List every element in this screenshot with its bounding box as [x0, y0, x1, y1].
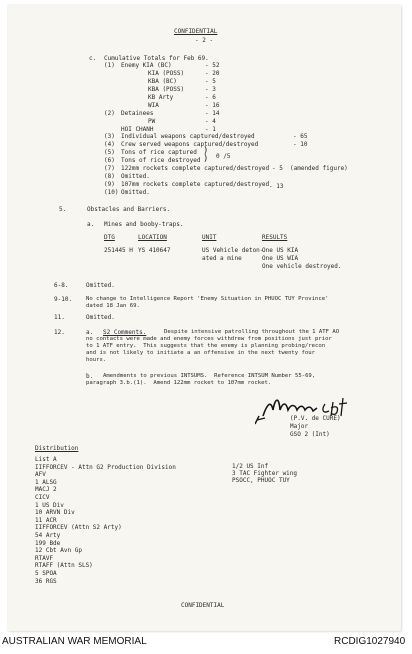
item-1-num: (1)	[104, 62, 115, 69]
para-11-text: Omitted.	[86, 314, 115, 321]
para-12a-label: a.	[86, 329, 94, 336]
item-4-text: Crew served weapons captured/destroyed	[121, 141, 259, 148]
item-1-value: - 52	[205, 62, 220, 69]
para-c-label: c.	[89, 55, 97, 62]
para-12a-line-1: Despite intensive patrolling throughout the 1 ATF AO	[164, 329, 340, 335]
kba-poss-value: - 3	[205, 86, 216, 93]
item-6-text: Tons of rice destroyed	[121, 157, 201, 164]
col-header-unit: UNIT	[202, 234, 217, 241]
para-12a-line-5: hours.	[86, 357, 107, 363]
para-9-10-num: 9-10.	[54, 296, 73, 303]
item-5-text: Tons of rice captured	[121, 149, 197, 156]
item-3-value: - 65	[293, 133, 308, 140]
item-8-text: Omitted.	[121, 173, 150, 180]
distribution-entry: RTAVF	[35, 554, 54, 562]
item-1-label: Enemy KIA (BC)	[121, 62, 172, 69]
pw-value: - 4	[205, 118, 216, 125]
distribution-right-1: 1/2 US Inf	[232, 463, 269, 470]
para-12b-line-1: Amendments to previous INTSUMS. Reference INTSUM Number 55-69,	[103, 373, 316, 379]
item-6-num: (6)	[104, 157, 115, 164]
para-5a-label: a.	[87, 221, 95, 228]
item-9-value: - 13	[269, 183, 284, 190]
distribution-entry: AFV	[35, 471, 46, 479]
cell-unit-line1: US Vehicle deton-	[202, 247, 264, 254]
distribution-entry: IIFFORCEV - Attn G2 Production Division	[35, 463, 176, 471]
distribution-entry: RTAFF (Attn SLS)	[35, 562, 93, 570]
item-8-num: (8)	[104, 173, 115, 180]
kb-arty-value: - 6	[205, 94, 216, 101]
item-4-num: (4)	[104, 141, 115, 148]
signature-handwriting-text	[296, 388, 336, 395]
distribution-entry: 1 ALSG	[35, 478, 57, 486]
cell-result-1: One US KIA	[262, 247, 299, 254]
para-12a-line-3: to 1 ATF entry. This suggests that the enemy is planning probing/recon	[86, 343, 326, 349]
item-6-value: 0 /5	[216, 153, 231, 160]
rice-brace-top: )	[203, 146, 209, 156]
col-header-results: RESULTS	[262, 234, 288, 241]
item-3-text: Individual weapons captured/destroyed	[121, 133, 255, 140]
distribution-right-2: 3 TAC Fighter wing	[232, 470, 298, 477]
para-9-10-line1: No change to Intelligence Report 'Enemy Situation in PHUOC TUY Province'	[86, 296, 329, 302]
pw-label: PW	[148, 118, 156, 125]
distribution-entry: 1 US Div	[35, 501, 64, 509]
distribution-entry: 54 Arty	[35, 532, 61, 539]
para-12b-label: b.	[86, 373, 94, 380]
item-9-text: 107mm rockets complete captured/destroyed	[121, 181, 270, 188]
item-7-value: - 5	[272, 165, 283, 172]
archive-footer-left: AUSTRALIAN WAR MEMORIAL	[2, 636, 147, 647]
distribution-entry: 199 Bde	[35, 539, 61, 547]
distribution-entry: 5 SPOA	[35, 570, 57, 577]
col-header-dtg: DTG	[104, 234, 115, 241]
page-number: - 2 -	[195, 37, 214, 44]
para-6-8-text: Omitted.	[86, 282, 115, 289]
item-7-num: (7)	[104, 165, 115, 172]
distribution-entry: 11 ACR	[35, 516, 57, 524]
col-header-location: LOCATION	[138, 234, 167, 241]
distribution-entry: 12 Cbt Avn Gp	[35, 547, 82, 555]
signatory-rank: Major	[290, 423, 309, 430]
item-3-num: (3)	[104, 133, 115, 140]
cell-unit-line2: ated a mine	[202, 255, 242, 262]
signatory-appointment: GSO 2 (Int)	[290, 431, 330, 438]
signatory-name: (P.V. de CURE)	[290, 415, 341, 422]
distribution-entry: IIFFORCEV (Attn S2 Arty)	[35, 524, 122, 532]
item-7-note: (amended figure)	[290, 165, 348, 172]
item-4-value: - 10	[293, 141, 308, 148]
cell-result-3: One vehicle destroyed.	[262, 263, 342, 270]
hoi-chanh-label: HOI CHANH	[121, 126, 154, 133]
item-7-text: 122mm rockets complete captured/destroyed	[121, 165, 270, 172]
para-12b-line-2: paragraph 3.b.(1). Amend 122mm rocket to 107mm rocket.	[86, 380, 272, 386]
item-5-num: (5)	[104, 149, 115, 156]
item-2-label: Detainees	[121, 110, 154, 117]
para-5-title: Obstacles and Barriers.	[87, 206, 171, 213]
item-9-num: (9)	[104, 181, 115, 188]
cell-location: YS 410647	[138, 247, 171, 254]
classification-header: CONFIDENTIAL	[174, 28, 218, 35]
distribution-title: Distribution	[35, 445, 79, 452]
item-2-num: (2)	[104, 110, 115, 117]
distribution-right-3: PSOCC, PHUOC TUY	[232, 477, 290, 484]
kia-poss-label: KIA (POSS)	[148, 70, 185, 77]
rice-brace-bottom: )	[203, 154, 209, 164]
wia-value: - 16	[205, 102, 220, 109]
distribution-entry: 10 ARVN Div	[35, 509, 75, 517]
para-12a-line-2: no contacts were made and enemy forces withdrew from positions just prior	[86, 336, 332, 342]
cell-result-2: One US WIA	[262, 255, 299, 262]
para-c-title: Cumulative Totals for Feb 69.	[104, 55, 209, 62]
classification-footer: CONFIDENTIAL	[181, 602, 225, 609]
kba-bc-label: KBA (BC)	[148, 78, 177, 85]
para-12a-line-4: and is not likely to initiate a an offensive in the next twenty four	[86, 350, 316, 356]
archive-footer-right: RCDIG1027940	[334, 636, 406, 647]
kba-poss-label: KBA (POSS)	[148, 86, 185, 93]
para-6-8-num: 6-8.	[54, 282, 69, 289]
distribution-entry: List A	[35, 456, 57, 463]
distribution-entry: 36 RGS	[35, 577, 57, 585]
distribution-entry: CICV	[35, 494, 50, 501]
item-10-text: Omitted.	[121, 189, 150, 196]
kb-arty-label: KB Arty	[148, 94, 174, 101]
para-12a-title: S2 Comments.	[103, 329, 147, 336]
hoi-chanh-value: - 1	[205, 126, 216, 133]
cell-dtg: 251445 H	[104, 247, 133, 254]
wia-label: WIA	[148, 102, 159, 109]
para-12-num: 12.	[54, 329, 65, 336]
para-5-num: 5.	[59, 206, 67, 213]
para-5a-title: Mines and booby-traps.	[104, 221, 184, 228]
item-10-num: (10)	[104, 189, 119, 196]
distribution-entry: MACJ 2	[35, 486, 57, 494]
item-2-value: - 14	[205, 110, 220, 117]
para-11-num: 11.	[54, 314, 65, 321]
kba-bc-value: - 5	[205, 78, 216, 85]
kia-poss-value: - 20	[205, 70, 220, 77]
para-9-10-line2: dated 18 Jan 69.	[86, 303, 140, 309]
